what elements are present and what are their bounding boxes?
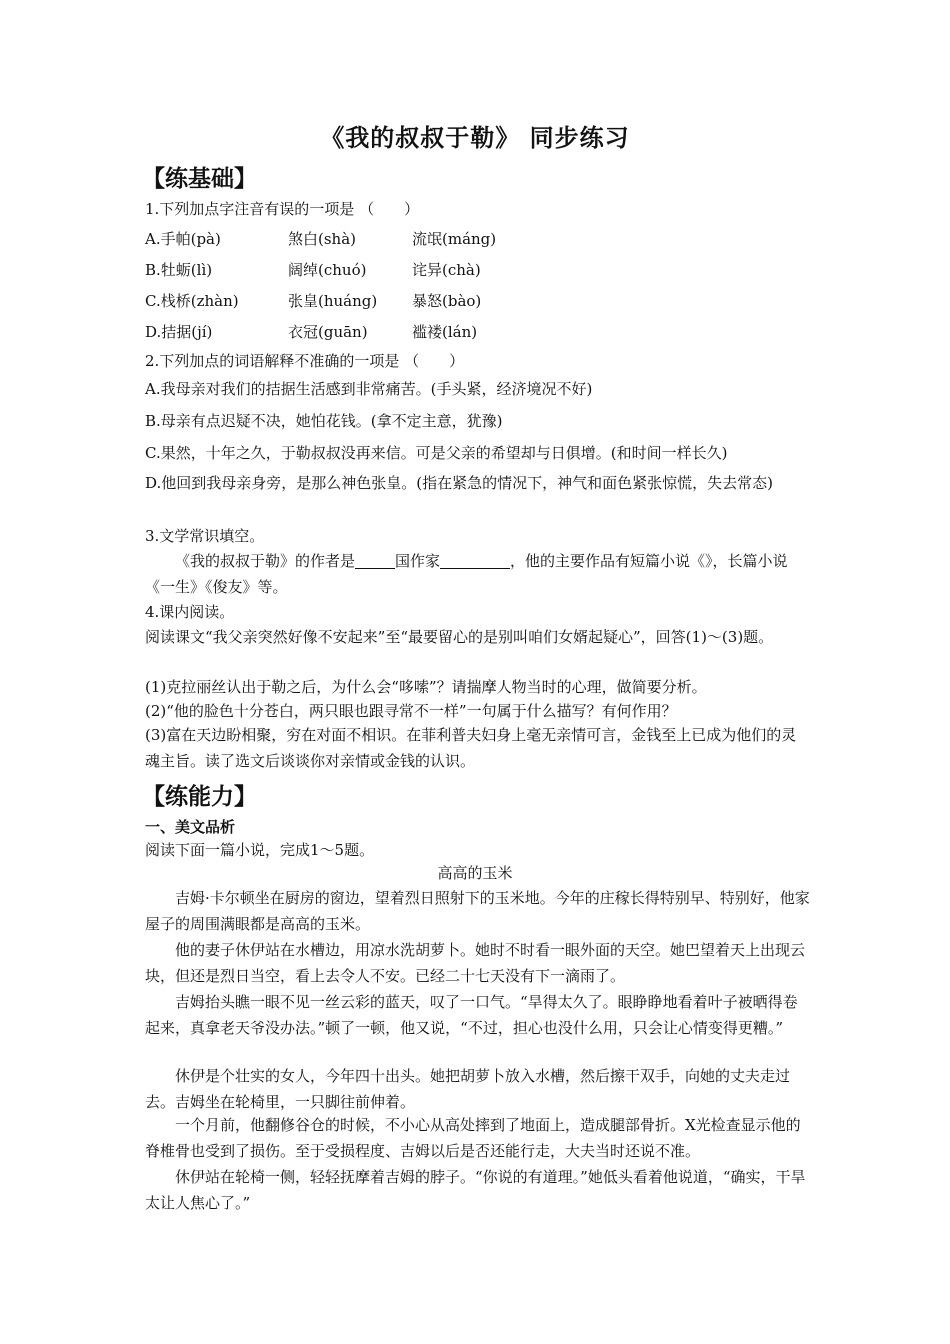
q1-b-2: 阔绰(chuó) xyxy=(288,261,367,279)
part1-intro: 阅读下面一篇小说，完成1～5题。 xyxy=(145,841,375,859)
q4-stem: 4.课内阅读。 xyxy=(145,603,235,621)
q1-c-3: 暴怒(bào) xyxy=(412,292,482,310)
q4-sub-1: (1)克拉丽丝认出于勒之后，为什么会“哆嗦”？请揣摩人物当时的心理，做简要分析。 xyxy=(145,678,707,696)
q2-option-b: B.母亲有点迟疑不决，她怕花钱。(拿不定主意，犹豫) xyxy=(145,412,503,430)
q1-a-2: 煞白(shà) xyxy=(288,230,357,248)
q1-a-3: 流氓(máng) xyxy=(412,230,497,248)
q1-stem: 1.下列加点字注音有误的一项是 （ ） xyxy=(145,200,420,218)
q2-option-a: A.我母亲对我们的拮据生活感到非常痛苦。(手头紧，经济境况不好) xyxy=(145,380,593,398)
q3-text-a: 《我的叔叔于勒》的作者是 xyxy=(175,552,356,570)
page-title: 《我的叔叔于勒》 同步练习 xyxy=(320,124,630,152)
q3-blank-country[interactable] xyxy=(355,552,395,569)
story-paragraph: 休伊是个壮实的女人，今年四十出头。她把胡萝卜放入水槽，然后擦干双手，向她的丈夫走过去。吉姆坐在轮椅里，一只脚往前伸着。 xyxy=(145,1067,791,1111)
q1-option-row-d xyxy=(145,321,545,343)
q3-text-d: 》，长篇小说《一生》《俊友》等。 xyxy=(145,552,788,596)
part1-heading: 一、美文品析 xyxy=(145,818,236,836)
q1-d-3: 褴褛(lán) xyxy=(412,323,478,341)
story-paragraph: 一个月前，他翻修谷仓的时候，不小心从高处摔到了地面上，造成腿部骨折。X光检查显示他的脊椎骨也受到了损伤。至于受损程度、吉姆以后是否还能行走，大夫当时还说不准。 xyxy=(145,1116,801,1160)
story-paragraph: 他的妻子休伊站在水槽边，用凉水洗胡萝卜。她时不时看一眼外面的天空。她巴望着天上出现云块，但还是烈日当空，看上去令人不安。已经二十七天没有下一滴雨了。 xyxy=(145,941,806,985)
q1-c-2: 张皇(huáng) xyxy=(288,292,378,310)
q4-intro: 阅读课文“我父亲突然好像不安起来”至“最要留心的是别叫咱们女婿起疑心”，回答(1)～(3)题。 xyxy=(145,628,774,646)
story-paragraph: 吉姆·卡尔顿坐在厨房的窗边，望着烈日照射下的玉米地。今年的庄稼长得特别早、特别好，他家屋子的周围满眼都是高高的玉米。 xyxy=(145,889,810,933)
q3-stem: 3.文学常识填空。 xyxy=(145,527,265,545)
q1-option-row-b xyxy=(145,259,545,281)
q2-option-c: C.果然，十年之久，于勒叔叔没再来信。可是父亲的希望却与日俱增。(和时间一样长久) xyxy=(145,444,728,462)
q1-a-1: A.手帕(pà) xyxy=(145,230,221,248)
q1-d-2: 衣冠(guān) xyxy=(288,323,368,341)
q2-stem: 2.下列加点的词语解释不准确的一项是 （ ） xyxy=(145,352,465,370)
q3-blank-author[interactable] xyxy=(440,552,510,569)
q3-text xyxy=(145,548,810,600)
q4-sub-2: (2)“他的脸色十分苍白，两只眼也跟寻常不一样”一句属于什么描写？有何作用？ xyxy=(145,702,677,720)
q1-b-1: B.牡蛎(lì) xyxy=(145,261,213,279)
story-title: 高高的玉米 xyxy=(437,864,513,882)
q4-sub-3: (3)富在天边盼相聚，穷在对面不相识。在菲利普夫妇身上毫无亲情可言，金钱至上已成为他们的灵魂主旨。读了选文后谈谈你对亲情或金钱的认识。 xyxy=(145,726,797,770)
q1-c-1: C.栈桥(zhàn) xyxy=(145,292,239,310)
q1-d-1: D.拮据(jí) xyxy=(145,323,213,341)
q3-text-b: 国作家 xyxy=(395,552,441,570)
q2-option-d: D.他回到我母亲身旁，是那么神色张皇。(指在紧急的情况下，神气和面色紧张惊慌，失去常态) xyxy=(145,474,773,492)
story-paragraph: 休伊站在轮椅一侧，轻轻抚摩着吉姆的脖子。“你说的有道理。”她低头看着他说道，“确实，干旱太让人焦心了。” xyxy=(145,1168,806,1212)
section-heading-basic: 【练基础】 xyxy=(142,166,257,192)
q1-b-3: 诧异(chà) xyxy=(412,261,481,279)
q1-option-row-c xyxy=(145,290,545,312)
q1-option-row-a xyxy=(145,228,545,250)
q3-text-c: ，他的主要作品有短篇小说《 xyxy=(510,552,706,570)
story-paragraph: 吉姆抬头瞧一眼不见一丝云彩的蓝天，叹了一口气。“旱得太久了。眼睁睁地看着叶子被晒得卷起来，真拿老天爷没办法。”顿了一顿，他又说，“不过，担心也没什么用，只会让心情变得更糟。” xyxy=(145,993,798,1037)
section-heading-ability: 【练能力】 xyxy=(142,784,257,810)
